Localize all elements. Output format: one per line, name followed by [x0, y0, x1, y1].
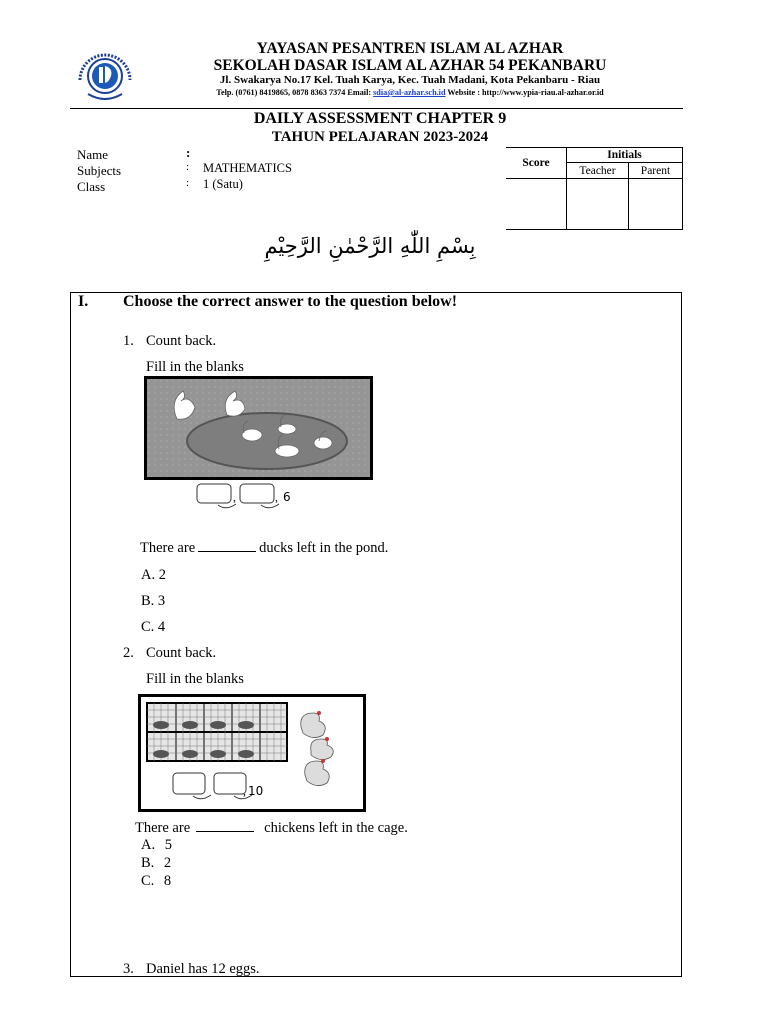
assessment-title: DAILY ASSESSMENT CHAPTER 9 [253, 110, 507, 127]
section-numeral: I. [78, 293, 89, 310]
name-label: Name [77, 147, 109, 162]
q1-subtitle: Fill in the blanks [146, 359, 244, 375]
q2-option-a[interactable] [141, 837, 172, 854]
option-text: 3 [157, 593, 166, 609]
q2-stem-after: chickens left in the cage. [264, 820, 408, 836]
q2-option-b[interactable] [141, 855, 171, 872]
score-header: Score [506, 148, 567, 179]
class-separator: : [186, 177, 190, 189]
name-separator: : [186, 145, 191, 160]
q2-subtitle: Fill in the blanks [146, 671, 244, 687]
option-letter: B. [141, 855, 155, 871]
q1-title: Count back. [146, 333, 217, 349]
score-cell[interactable] [506, 179, 567, 230]
contact-prefix: Telp. (0761) 8419865, 0878 8363 7374 Email: [216, 88, 374, 97]
q3-number: 3. [123, 961, 134, 977]
option-letter: C. [141, 619, 155, 635]
q1-number: 1. [123, 333, 134, 349]
q2-number: 2. [123, 645, 134, 661]
basmala-calligraphy: بِسْمِ اللّٰهِ الرَّحْمٰنِ الرَّحِيْمِ [264, 234, 476, 258]
duck-pond-illustration [147, 379, 370, 477]
school-name: SEKOLAH DASAR ISLAM AL AZHAR 54 PEKANBARU [213, 57, 607, 74]
subjects-value: MATHEMATICS [203, 161, 292, 175]
subjects-label: Subjects [77, 163, 122, 178]
option-text: 4 [157, 619, 166, 635]
parent-header: Parent [629, 163, 683, 179]
q2-option-c[interactable] [141, 873, 171, 890]
option-letter: A. [141, 567, 156, 583]
q1-stem-after: ducks left in the pond. [259, 540, 389, 556]
q1-option-a[interactable] [141, 567, 166, 584]
q1-answer-blank[interactable] [198, 543, 256, 552]
q2-stem [135, 820, 408, 837]
teacher-initials-cell[interactable] [567, 179, 629, 230]
q1-counter-end: 6 [283, 490, 291, 504]
q2-answer-blank[interactable] [196, 823, 254, 832]
option-text: 2 [158, 567, 166, 583]
q1-option-c[interactable] [141, 619, 165, 636]
foundation-name: YAYASAN PESANTREN ISLAM AL AZHAR [256, 40, 564, 57]
header-divider [70, 108, 683, 109]
option-text: 8 [163, 873, 172, 889]
q3-title: Daniel has 12 eggs. [146, 961, 260, 977]
option-letter: B. [141, 593, 155, 609]
q1-duck-pond-image [144, 376, 373, 480]
score-table [506, 147, 683, 230]
option-letter: C. [141, 873, 155, 889]
school-year: TAHUN PELAJARAN 2023-2024 [271, 129, 489, 145]
option-text: 2 [163, 855, 172, 871]
class-label: Class [77, 179, 106, 194]
q1-option-b[interactable] [141, 593, 165, 610]
subjects-separator: : [186, 161, 190, 173]
q2-title: Count back. [146, 645, 217, 661]
class-value: 1 (Satu) [203, 177, 243, 191]
parent-initials-cell[interactable] [629, 179, 683, 230]
q1-stem-before: There are [140, 540, 196, 556]
school-contact [150, 88, 670, 97]
section-instruction: Choose the correct answer to the question below! [123, 293, 458, 310]
q1-stem [140, 540, 388, 557]
school-logo [74, 50, 136, 104]
email-link[interactable]: sdia@al-azhar.sch.id [373, 88, 446, 97]
school-address: Jl. Swakarya No.17 Kel. Tuah Karya, Kec. Tuah Madani, Kota Pekanbaru - Riau [219, 74, 601, 86]
teacher-header: Teacher [567, 163, 629, 179]
option-text: 5 [164, 837, 172, 853]
q2-counter-end: 10 [248, 784, 264, 798]
q2-stem-before: There are [135, 820, 191, 836]
option-letter: A. [141, 837, 156, 853]
initials-header: Initials [567, 148, 683, 163]
contact-suffix: Website : http://www.ypia-riau.al-azhar.or.id [445, 88, 604, 97]
